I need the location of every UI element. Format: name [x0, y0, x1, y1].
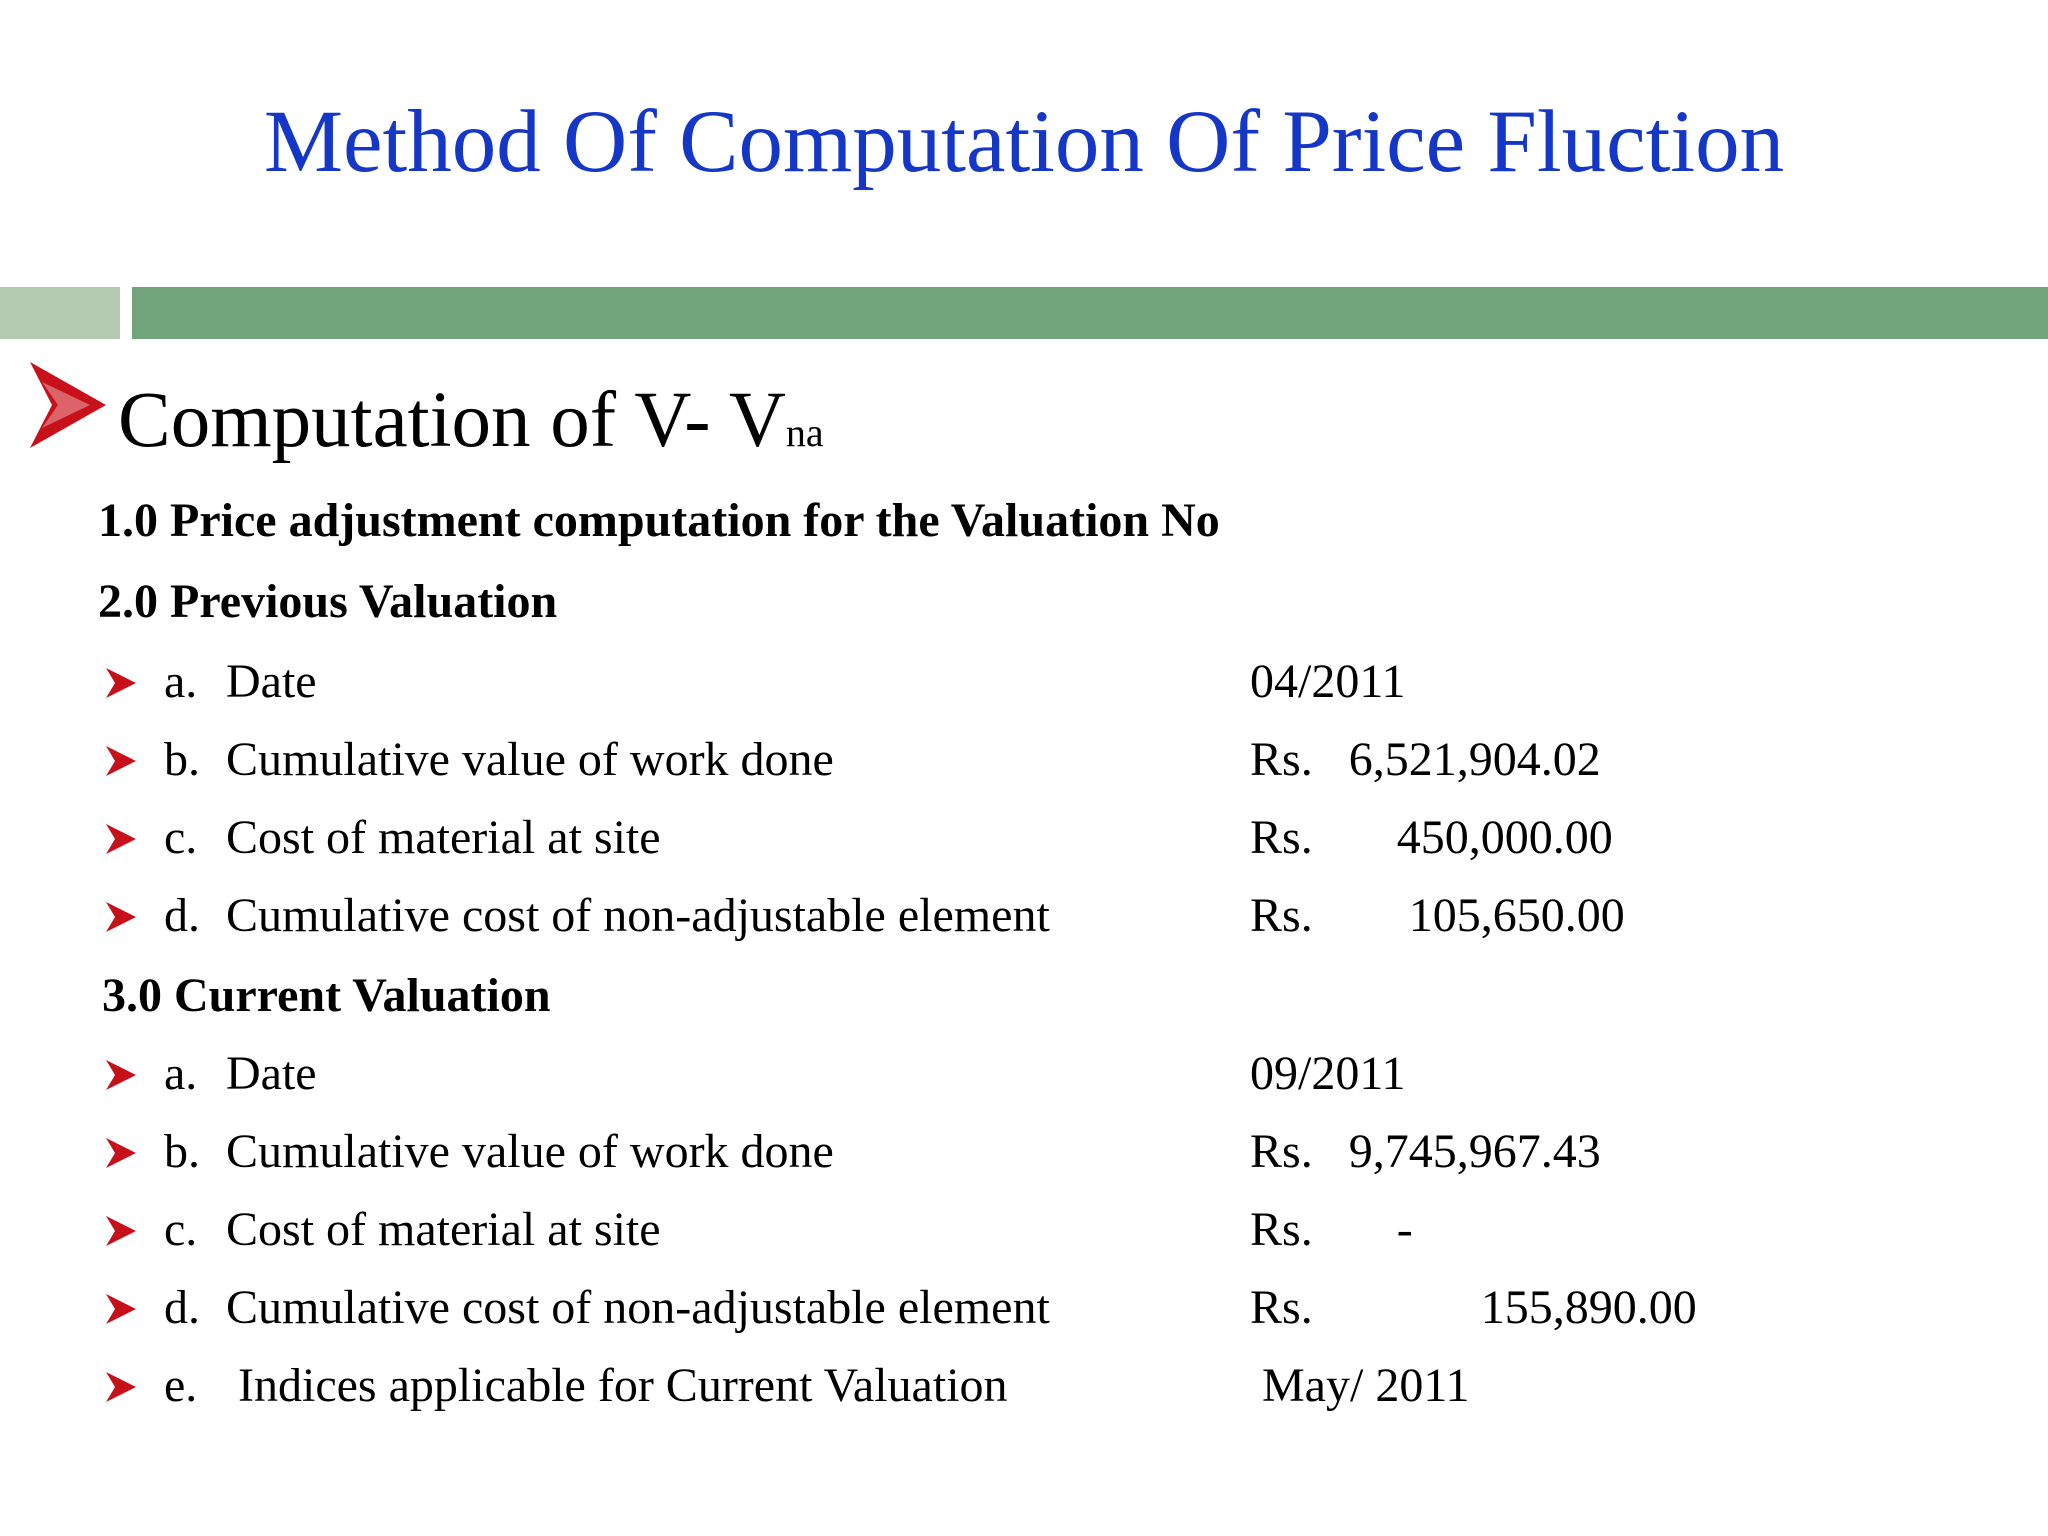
- list-item: d. Cumulative cost of non-adjustable element Rs. 155,890.00: [0, 1276, 2048, 1340]
- red-arrowhead-icon: [28, 360, 108, 450]
- item-value: Rs. 450,000.00: [1250, 811, 1613, 864]
- slide-title: Method Of Computation Of Price Fluction: [263, 93, 1785, 191]
- item-value: Rs. 155,890.00: [1250, 1281, 1697, 1334]
- list-item: b. Cumulative value of work done Rs. 6,521,904.02: [0, 728, 2048, 792]
- list-item: c. Cost of material at site Rs. -: [0, 1198, 2048, 1262]
- heading-text: Computation of V- V: [118, 377, 786, 464]
- section-heading-1: 1.0 Price adjustment computation for the Valuation No: [98, 494, 1220, 547]
- heading-subscript: na: [785, 410, 824, 455]
- red-arrowhead-icon: [106, 1372, 136, 1402]
- list-item: c. Cost of material at site Rs. 450,000.00: [0, 806, 2048, 870]
- red-arrowhead-icon: [106, 824, 136, 854]
- item-value: Rs. 9,745,967.43: [1250, 1125, 1601, 1178]
- red-arrowhead-icon: [106, 1216, 136, 1246]
- red-arrowhead-icon: [106, 1138, 136, 1168]
- item-value: 09/2011: [1250, 1047, 1406, 1100]
- red-arrowhead-icon: [106, 902, 136, 932]
- list-item: b. Cumulative value of work done Rs. 9,745,967.43: [0, 1120, 2048, 1184]
- item-value: Rs. 105,650.00: [1250, 889, 1625, 942]
- section-heading-3: 3.0 Current Valuation: [102, 969, 551, 1022]
- list-item: a. Date 04/2011: [0, 650, 2048, 714]
- decorative-bar-right: [132, 287, 2048, 339]
- red-arrowhead-icon: [106, 746, 136, 776]
- decorative-bar-left: [0, 287, 120, 339]
- item-value: May/ 2011: [1262, 1359, 1470, 1412]
- section-heading-2: 2.0 Previous Valuation: [98, 575, 558, 628]
- item-value: Rs. -: [1250, 1203, 1413, 1256]
- red-arrowhead-icon: [106, 1294, 136, 1324]
- computation-heading: [118, 376, 824, 478]
- list-item: e. Indices applicable for Current Valuation May/ 2011: [0, 1354, 2048, 1418]
- red-arrowhead-icon: [106, 668, 136, 698]
- list-item: a. Date 09/2011: [0, 1042, 2048, 1106]
- list-item: d. Cumulative cost of non-adjustable element Rs. 105,650.00: [0, 884, 2048, 948]
- red-arrowhead-icon: [106, 1060, 136, 1090]
- item-value: Rs. 6,521,904.02: [1250, 733, 1601, 786]
- item-value: 04/2011: [1250, 655, 1406, 708]
